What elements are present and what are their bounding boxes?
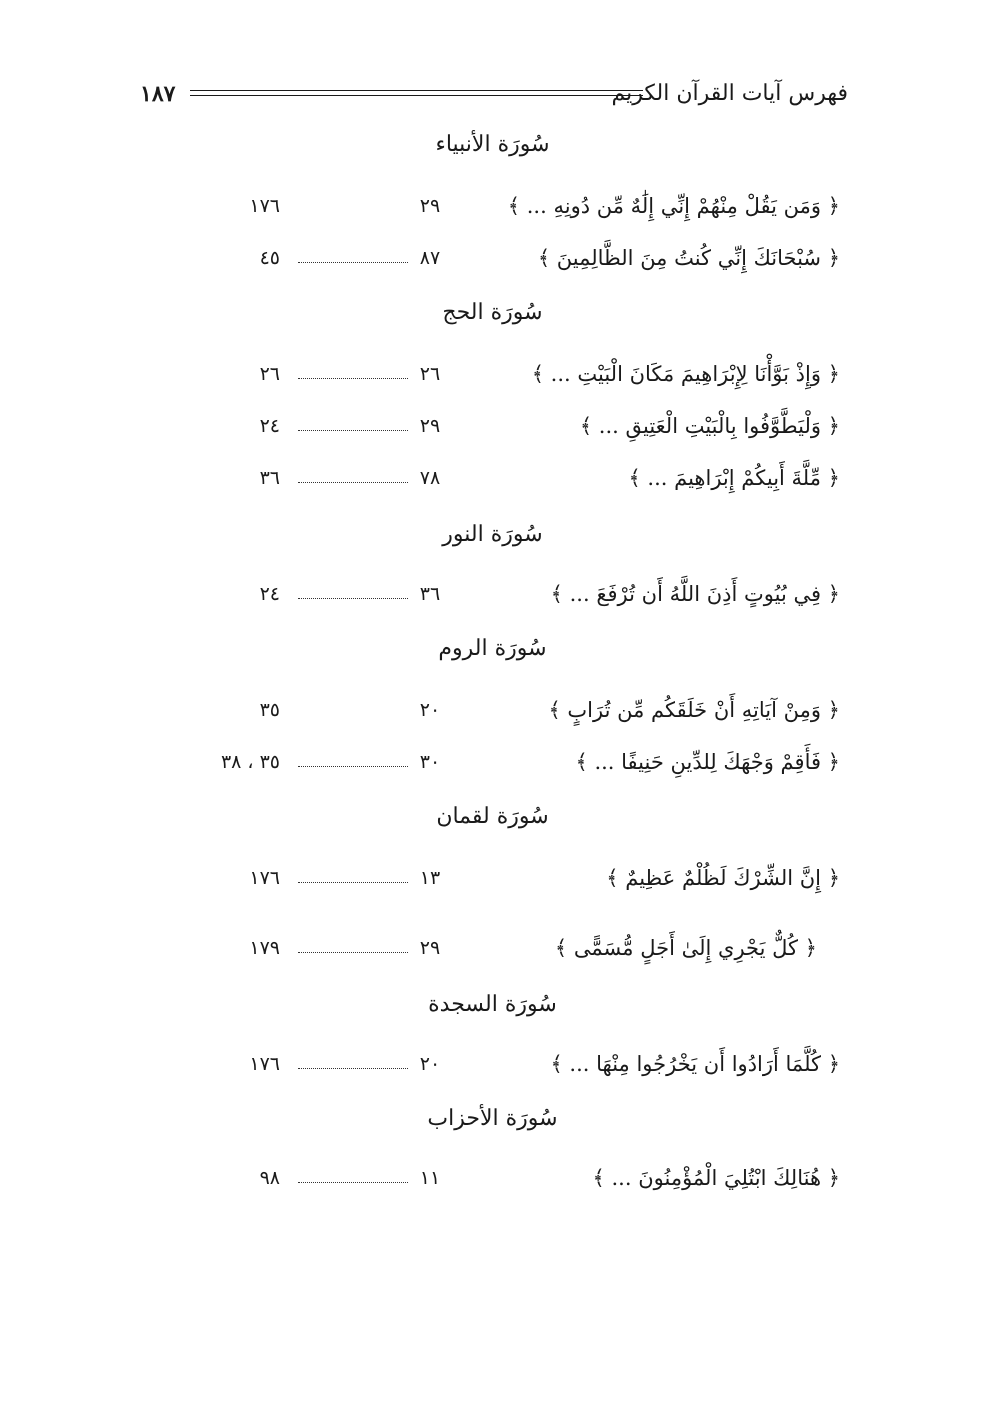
verse-text: ﴿ كُلٌّ يَجْرِي إِلَىٰ أَجَلٍ مُّسَمًّى ﴾ <box>554 936 817 960</box>
page-reference: ١٧٩ <box>249 937 280 959</box>
dot-leader <box>298 882 408 883</box>
ayah-number: ١٣ <box>419 867 441 889</box>
verse-text: ﴿ إِنَّ الشِّرْكَ لَظُلْمٌ عَظِيمٌ ﴾ <box>606 866 840 890</box>
page-reference: ٢٦ <box>259 363 280 385</box>
index-row <box>0 460 985 496</box>
ayah-number: ٢٩ <box>419 195 441 217</box>
verse-text: ﴿ فِي بُيُوتٍ أَذِنَ اللَّهُ أَن تُرْفَعَ ... ﴾ <box>550 582 840 606</box>
running-header <box>140 78 848 112</box>
ayah-number: ٧٨ <box>419 467 441 489</box>
page-number: ١٨٧ <box>140 81 176 107</box>
surah-title-hajj: سُورَة الحج <box>442 300 543 325</box>
dot-leader <box>298 482 408 483</box>
index-row <box>0 576 985 612</box>
surah-title-nur: سُورَة النور <box>442 522 543 547</box>
page-reference: ١٧٦ <box>249 1053 280 1075</box>
ayah-number: ٨٧ <box>419 247 441 269</box>
dot-leader <box>298 378 408 379</box>
surah-title-ahzab: سُورَة الأحزاب <box>427 1106 558 1131</box>
ayah-number: ٢٩ <box>419 937 441 959</box>
dot-leader <box>298 1182 408 1183</box>
ayah-number: ٢٠ <box>419 1053 441 1075</box>
verse-text: ﴿ كُلَّمَا أَرَادُوا أَن يَخْرُجُوا مِنْهَا ... ﴾ <box>550 1052 840 1076</box>
page-reference: ٩٨ <box>259 1167 280 1189</box>
index-row <box>0 1046 985 1082</box>
verse-text: ﴿ هُنَالِكَ ابْتُلِيَ الْمُؤْمِنُونَ ... ﴾ <box>592 1166 840 1190</box>
dot-leader <box>298 262 408 263</box>
page-reference: ٤٥ <box>259 247 280 269</box>
dot-leader <box>298 430 408 431</box>
ayah-number: ٢٩ <box>419 415 441 437</box>
dot-leader <box>298 598 408 599</box>
dot-leader <box>298 766 408 767</box>
dot-leader <box>298 1068 408 1069</box>
index-row <box>0 1160 985 1196</box>
ayah-number: ٣٠ <box>419 751 441 773</box>
verse-text: ﴿ وَمَن يَقُلْ مِنْهُمْ إِنِّي إِلَٰهٌ مِّن دُونِهِ ... ﴾ <box>507 194 840 218</box>
page-reference: ٢٤ <box>259 415 280 437</box>
verse-text: ﴿ وَلْيَطَّوَّفُوا بِالْبَيْتِ الْعَتِيقِ ... ﴾ <box>579 414 840 438</box>
index-row <box>0 930 985 966</box>
page-reference: ٢٤ <box>259 583 280 605</box>
verse-text: ﴿ مِّلَّةَ أَبِيكُمْ إِبْرَاهِيمَ ... ﴾ <box>628 466 840 490</box>
page-reference: ١٧٦ <box>249 867 280 889</box>
index-row <box>0 408 985 444</box>
surah-title-anbiya: سُورَة الأنبياء <box>435 132 550 157</box>
index-row <box>0 860 985 896</box>
page-reference: ٣٥ <box>259 699 280 721</box>
verse-text: ﴿ وَإِذْ بَوَّأْنَا لِإِبْرَاهِيمَ مَكَانَ الْبَيْتِ ... ﴾ <box>531 362 840 386</box>
dot-leader <box>298 952 408 953</box>
surah-title-sajdah: سُورَة السجدة <box>428 992 557 1017</box>
ayah-number: ٢٦ <box>419 363 441 385</box>
surah-title-luqman: سُورَة لقمان <box>436 804 549 829</box>
index-row <box>0 356 985 392</box>
index-row <box>0 744 985 780</box>
index-row <box>0 692 985 728</box>
surah-title-rum: سُورَة الروم <box>438 636 547 661</box>
header-double-rule <box>190 90 643 96</box>
ayah-number: ٣٦ <box>419 583 441 605</box>
ayah-number: ٢٠ <box>419 699 441 721</box>
verse-text: ﴿ فَأَقِمْ وَجْهَكَ لِلدِّينِ حَنِيفًا ... ﴾ <box>575 750 840 774</box>
page-reference: ٣٥ ، ٣٨ <box>220 751 280 773</box>
page-reference: ١٧٦ <box>249 195 280 217</box>
index-row <box>0 188 985 224</box>
verse-text: ﴿ سُبْحَانَكَ إِنِّي كُنتُ مِنَ الظَّالِمِينَ ﴾ <box>537 246 840 270</box>
running-header-title: فهرس آيات القرآن الكريم <box>611 81 848 106</box>
page-reference: ٣٦ <box>259 467 280 489</box>
ayah-number: ١١ <box>419 1167 441 1189</box>
index-row <box>0 240 985 276</box>
verse-text: ﴿ وَمِنْ آيَاتِهِ أَنْ خَلَقَكُم مِّن تُرَابٍ ﴾ <box>548 698 840 722</box>
